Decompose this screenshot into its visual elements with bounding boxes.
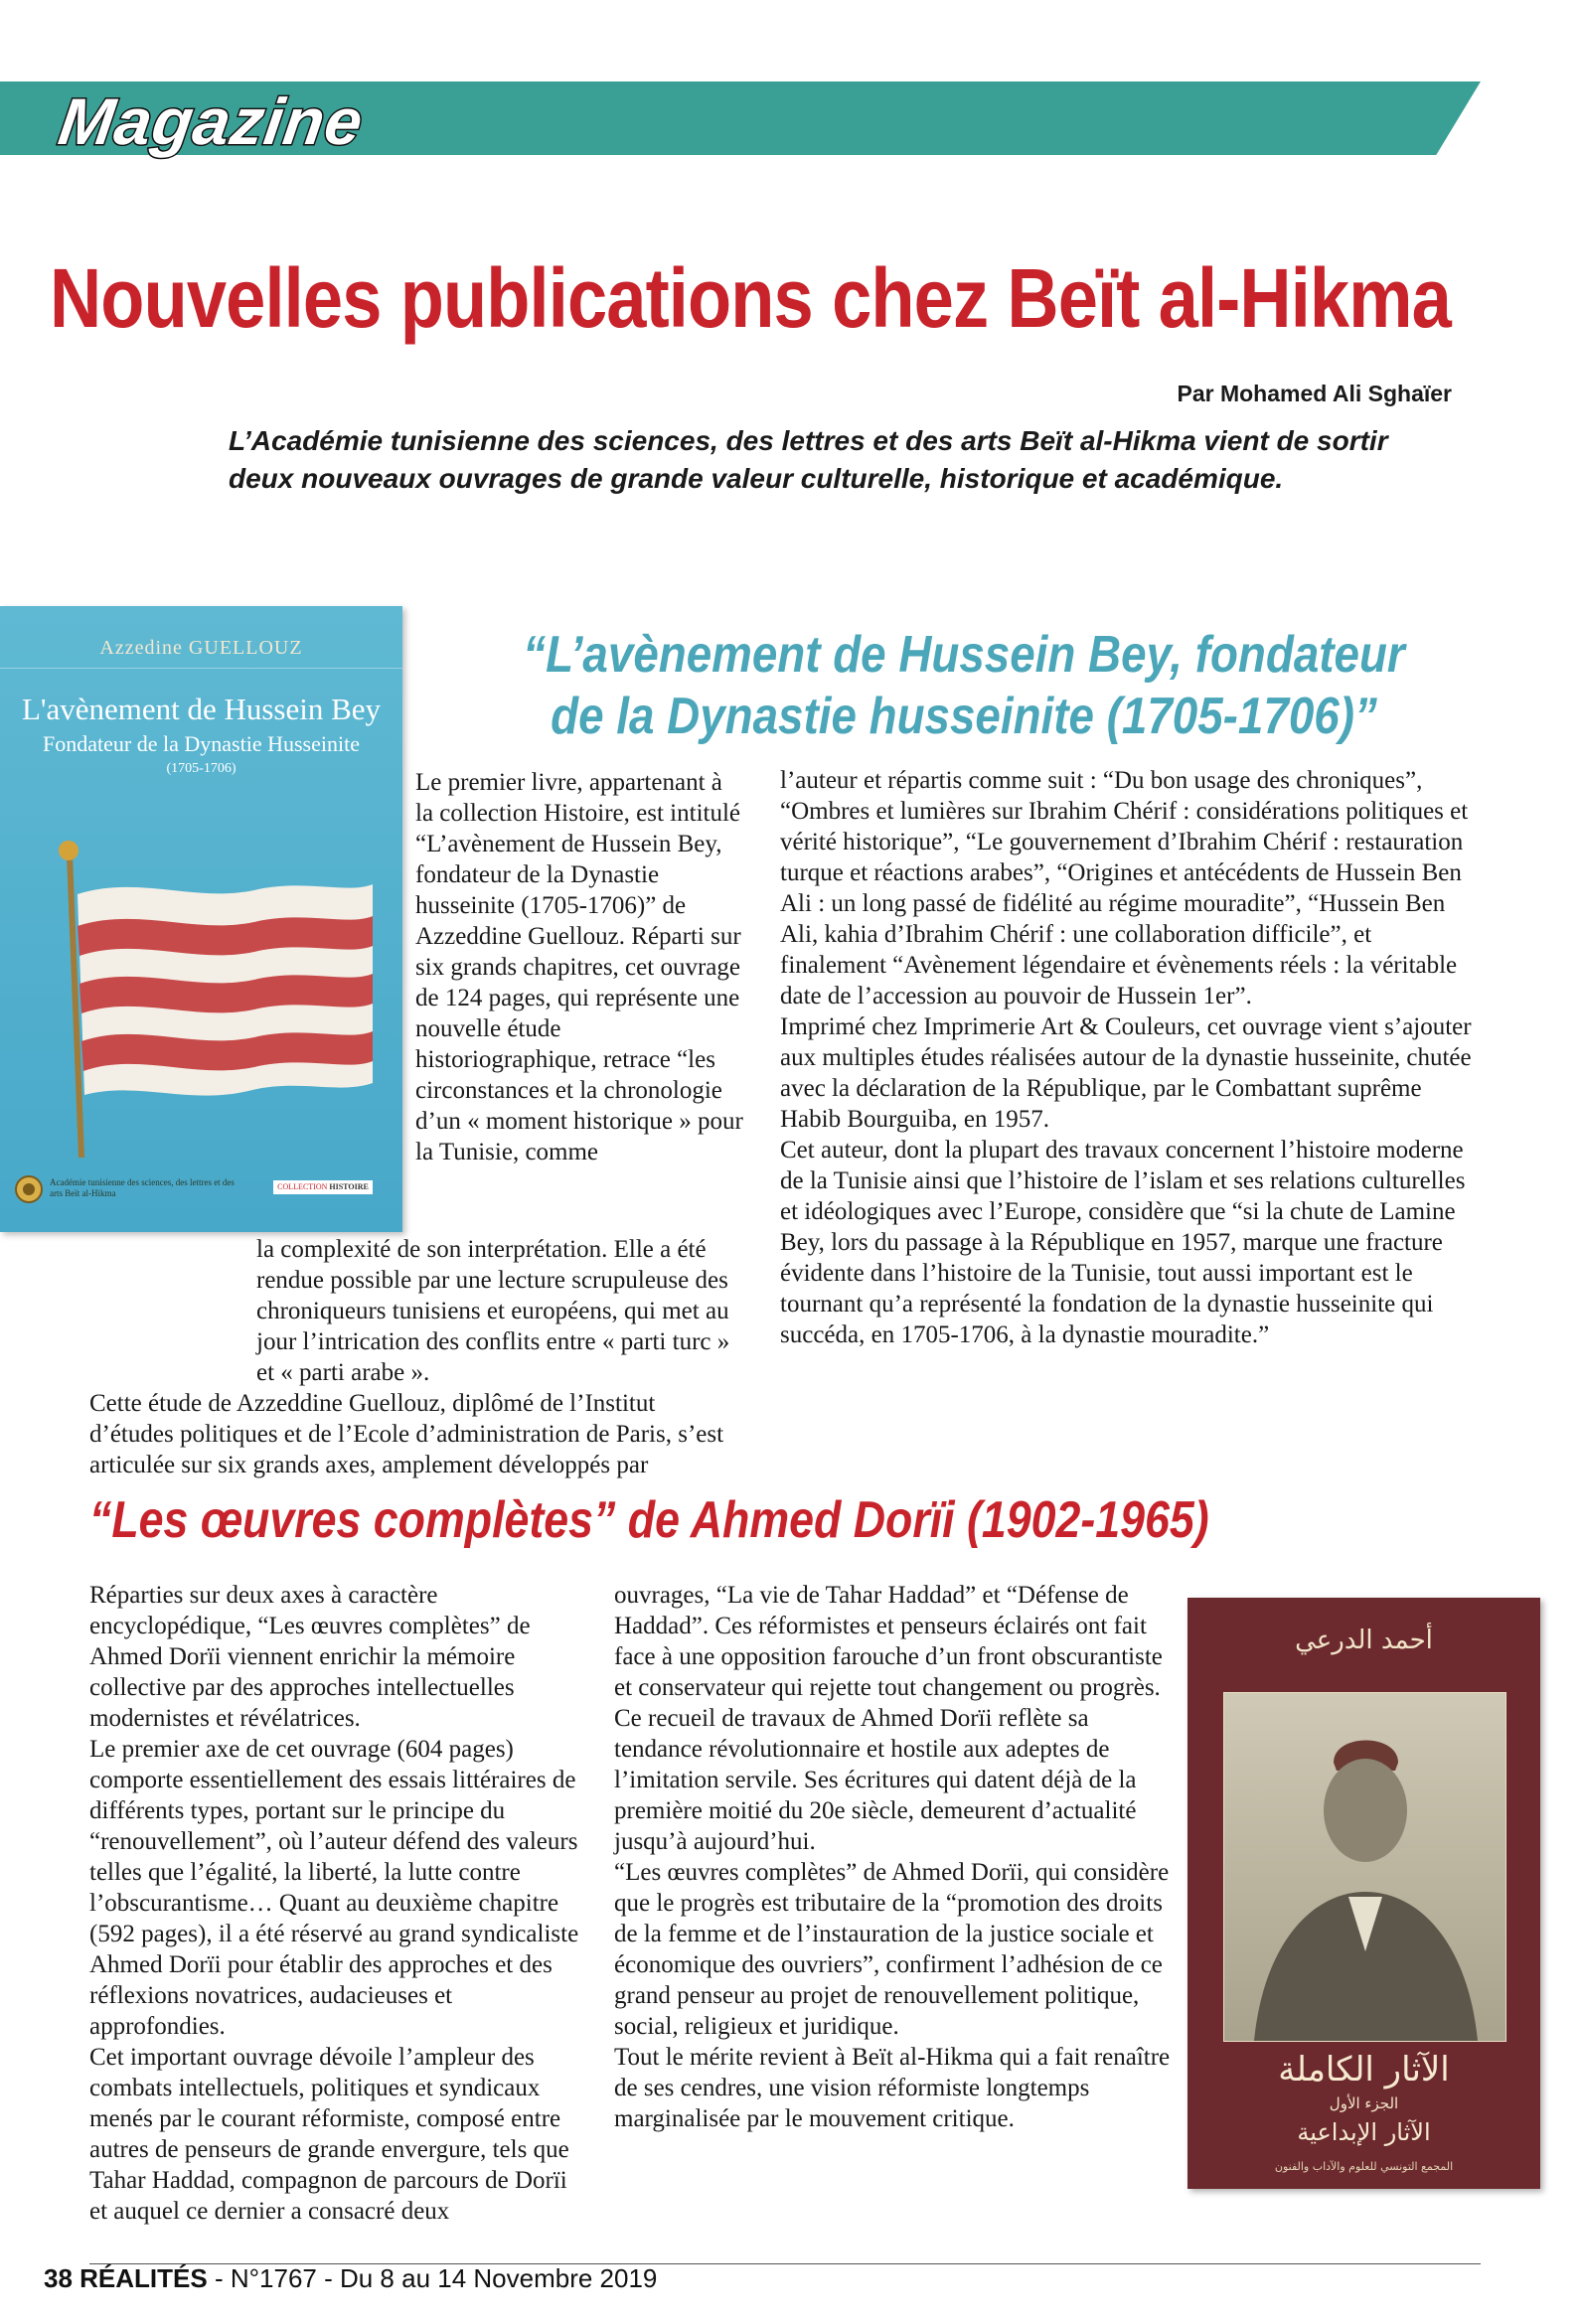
collection-name: HISTOIRE xyxy=(329,1182,369,1191)
cover-collection xyxy=(273,1180,373,1194)
book1-text-col2 xyxy=(780,765,1476,1350)
cover-publisher: Académie tunisienne des sciences, des lettres et des arts Beït al-Hikma xyxy=(50,1177,235,1198)
paragraph: Cette étude de Azzeddine Guellouz, diplômé de l’Institut d’études politiques et de l’Ecole d’administration de Paris, s’est articulée sur six grands axes, amplement développés par xyxy=(89,1390,724,1478)
paragraph: Ce recueil de travaux de Ahmed Dorïi reflète sa tendance révolutionnaire et hostile aux adeptes de l’imitation servile. Ses écritures qui datent déjà de la première moitié du 20e siècle, demeurent d’actualité jusqu’à aujourd’hui. xyxy=(614,1705,1137,1855)
paragraph: Cet auteur, dont la plupart des travaux concernent l’histoire moderne de la Tunisie ainsi que l’histoire de l’islam et ses relations culturelles et idéologiques avec l’Europe, considère que “si la chute de Lamine Bey, lors du passage à la République en 1957, marque une fracture évidente dans l’histoire de la Tunisie, tout aussi important est le tournant qu’a représenté la fondation de la dynastie husseinite qui succéda, en 1705-1706, à la dynastie mouradite.” xyxy=(780,1137,1466,1348)
cover-title: الآثار الكاملة xyxy=(1278,2050,1450,2090)
magazine-name: RÉALITÉS xyxy=(79,2263,208,2293)
book1-heading: “L’avènement de Hussein Bey, fondateur de la Dynastie husseinite (1705-1706)” xyxy=(523,626,1405,745)
section-kicker: Magazine xyxy=(54,84,369,158)
book1-text-col1 xyxy=(415,767,743,1167)
page-footer xyxy=(44,2263,657,2294)
academy-seal-icon xyxy=(14,1174,44,1204)
issue-info: - N°1767 - Du 8 au 14 Novembre 2019 xyxy=(214,2263,658,2293)
paragraph: Le premier livre, appartenant à la collection Histoire, est intitulé “L’avènement de Hussein Bey, fondateur de la Dynastie husseinite (1705-1706)” de Azzeddine Guellouz. Réparti sur six grands chapitres, cet ouvrage de 124 pages, qui représente une nouvelle étude historiographique, retrace “les circonstances et la chronologie d’un « moment historique » pour la Tunisie, comme xyxy=(415,769,743,1165)
paragraph: l’auteur et répartis comme suit : “Du bon usage des chroniques”, “Ombres et lumières sur Ibrahim Chérif : considérations politiques et vérité historique”, “Le gouvernement d’Ibrahim Chérif : restauration turque et réactions arabes”, “Origines et antécédents de Hussein Ben Ali : un long passé de fidélité au régime mouradite”, “Hussein Ben Ali, kahia d’Ibrahim Chérif : une collaboration difficile”, et finalement “Avènement légendaire et évènements réels : la véritable date de l’accession au pouvoir de Hussein 1er”. xyxy=(780,767,1469,1009)
cover-title: L'avènement de Hussein Bey xyxy=(21,692,382,726)
book2-text-col2 xyxy=(614,1580,1171,2134)
cover-publisher: المجمع التونسي للعلوم والآداب والفنون xyxy=(1274,2160,1454,2173)
collection-prefix: COLLECTION xyxy=(277,1182,328,1191)
flag-illustration xyxy=(30,835,388,1162)
paragraph: ouvrages, “La vie de Tahar Haddad” et “Défense de Haddad”. Ces réformistes et penseurs éclairés ont fait face à une opposition farouche d’un front obscurantiste et conservateur qui rejette tout changement ou progrès. xyxy=(614,1582,1163,1701)
cover-subtitle: الآثار الإبداعية xyxy=(1297,2118,1431,2146)
paragraph: Le premier axe de cet ouvrage (604 pages) comporte essentiellement des essais littéraires de différents types, portant sur le principe du “renouvellement”, où l’auteur défend des valeurs telles que l’égalité, la liberté, la lutte contre l’obscurantisme… Quant au deuxième chapitre (592 pages), il a été réservé au grand syndicaliste Ahmed Dorïi pour établir des approches et des réflexions novatrices, audacieuses et approfondies. xyxy=(89,1736,579,2040)
cover-author: Azzedine GUELLOUZ xyxy=(0,628,402,669)
paragraph: la complexité de son interprétation. Elle a été rendue possible par une lecture scrupuleuse des chroniqueurs tunisiens et européens, qui met au jour l’intrication des conflits entre « parti turc » et « parti arabe ». xyxy=(256,1236,730,1386)
page-number: 38 xyxy=(44,2263,73,2293)
book1-text-col1-continued xyxy=(89,1234,745,1480)
paragraph: Tout le mérite revient à Beït al-Hikma qui a fait renaître de ses cendres, une vision réformiste longtemps marginalisée par le mouvement critique. xyxy=(614,2044,1171,2132)
lede: L’Académie tunisienne des sciences, des lettres et des arts Beït al-Hikma vient de sortir deux nouveaux ouvrages de grande valeur culturelle, historique et académique. xyxy=(229,425,1388,494)
cover-volume: الجزء الأول xyxy=(1329,2094,1399,2112)
paragraph: “Les œuvres complètes” de Ahmed Dorïi, qui considère que le progrès est tributaire de la “promotion des droits de la femme et de l’instauration de la justice sociale et économique des ouvriers”, confirment l’adhésion de ce grand penseur au projet de renouvellement politique, social, religieux et juridique. xyxy=(614,1859,1170,2040)
book2-heading: “Les œuvres complètes” de Ahmed Dorïi (1902-1965) xyxy=(89,1491,1209,1549)
book2-text-col1 xyxy=(89,1580,586,2227)
book-cover-hussein-bey xyxy=(0,606,402,1232)
paragraph: Cet important ouvrage dévoile l’ampleur des combats intellectuels, politiques et syndicaux menés par le courant réformiste, composé entre autres de penseurs de grande envergure, tels que Tahar Haddad, compagnon de parcours de Dorïi et auquel ce dernier a consacré deux xyxy=(89,2044,569,2225)
paragraph: Imprimé chez Imprimerie Art & Couleurs, cet ouvrage vient s’ajouter aux multiples études réalisées autour de la dynastie husseinite, chutée avec la déclaration de la République, par le Combattant suprême Habib Bourguiba, en 1957. xyxy=(780,1013,1472,1133)
portrait-silhouette xyxy=(1224,1693,1505,2041)
cover-author: أحمد الدرعي xyxy=(1295,1626,1433,1655)
article-title: Nouvelles publications chez Beït al-Hikma xyxy=(50,251,1451,345)
cover-dates: (1705-1706) xyxy=(166,761,237,776)
byline: Par Mohamed Ali Sghaïer xyxy=(1177,381,1452,406)
book-cover-ahmed-dorii xyxy=(1187,1598,1540,2189)
cover-subtitle: Fondateur de la Dynastie Husseinite xyxy=(43,731,360,756)
paragraph: Réparties sur deux axes à caractère encyclopédique, “Les œuvres complètes” de Ahmed Dorïi viennent enrichir la mémoire collective par des approches intellectuelles modernistes et révélatrices. xyxy=(89,1582,531,1732)
portrait-photo xyxy=(1223,1692,1506,2042)
